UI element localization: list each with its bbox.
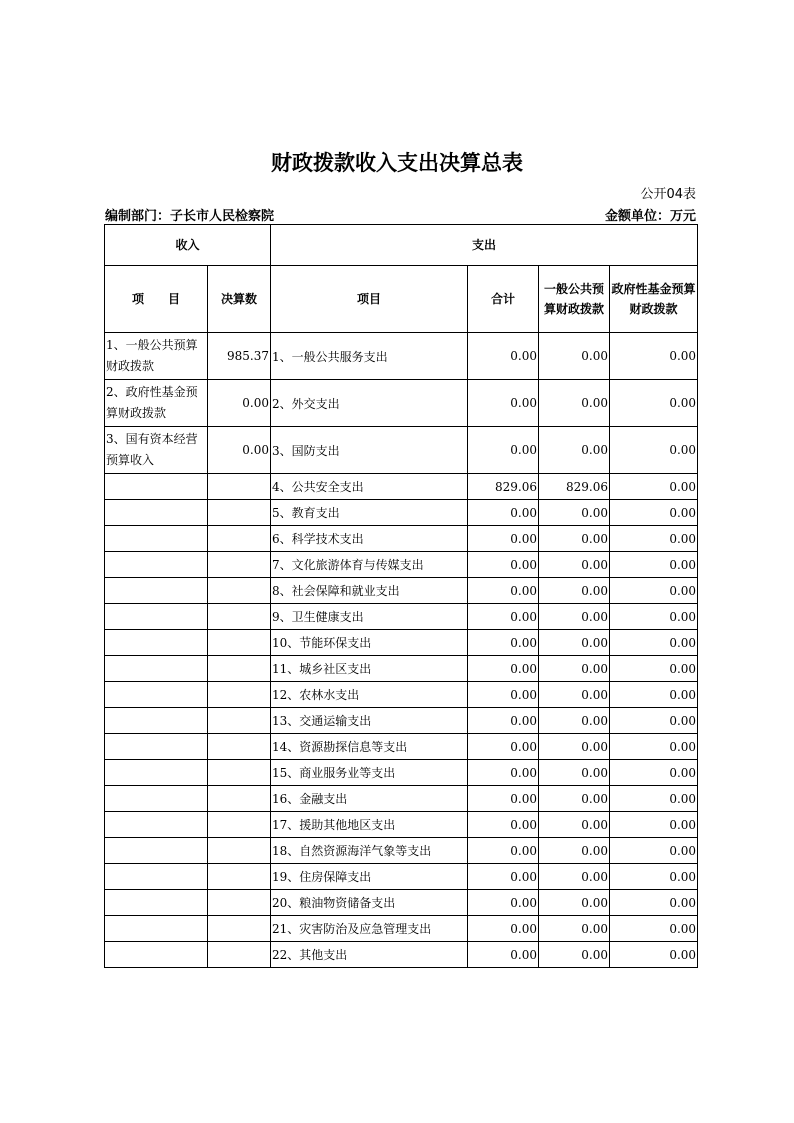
income-amount-cell [208, 708, 271, 734]
expense-item-cell: 3、国防支出 [271, 427, 468, 474]
income-item-cell [105, 890, 208, 916]
header-row-columns [105, 266, 698, 333]
income-amount-cell: 0.00 [208, 427, 271, 474]
budget-table [104, 224, 698, 968]
gov-fund-cell: 0.00 [610, 786, 698, 812]
income-amount-cell [208, 812, 271, 838]
expense-item-cell: 15、商业服务业等支出 [271, 760, 468, 786]
total-cell: 0.00 [468, 604, 539, 630]
gov-fund-cell: 0.00 [610, 890, 698, 916]
general-budget-cell: 0.00 [539, 838, 610, 864]
income-amount-cell [208, 942, 271, 968]
income-item-cell [105, 864, 208, 890]
income-item-cell [105, 552, 208, 578]
table-row [105, 864, 698, 890]
total-cell: 0.00 [468, 427, 539, 474]
gov-fund-header: 政府性基金预算财政拨款 [610, 266, 698, 333]
table-row [105, 734, 698, 760]
gov-fund-cell: 0.00 [610, 380, 698, 427]
income-item-cell: 3、国有资本经营预算收入 [105, 427, 208, 474]
general-budget-cell: 0.00 [539, 916, 610, 942]
income-amount-cell [208, 474, 271, 500]
table-row [105, 630, 698, 656]
income-item-cell [105, 656, 208, 682]
income-amount-cell: 0.00 [208, 380, 271, 427]
gov-fund-cell: 0.00 [610, 760, 698, 786]
income-amount-cell [208, 500, 271, 526]
table-row [105, 526, 698, 552]
table-row [105, 812, 698, 838]
income-amount-cell: 985.37 [208, 333, 271, 380]
general-budget-header: 一般公共预算财政拨款 [539, 266, 610, 333]
income-amount-header: 决算数 [208, 266, 271, 333]
gov-fund-cell: 0.00 [610, 838, 698, 864]
gov-fund-cell: 0.00 [610, 942, 698, 968]
gov-fund-cell: 0.00 [610, 500, 698, 526]
expense-item-cell: 17、援助其他地区支出 [271, 812, 468, 838]
income-item-cell: 2、政府性基金预算财政拨款 [105, 380, 208, 427]
gov-fund-cell: 0.00 [610, 630, 698, 656]
expense-header: 支出 [271, 225, 698, 266]
table-row [105, 578, 698, 604]
income-item-cell [105, 760, 208, 786]
expense-item-cell: 5、教育支出 [271, 500, 468, 526]
table-row [105, 474, 698, 500]
gov-fund-cell: 0.00 [610, 708, 698, 734]
expense-item-cell: 8、社会保障和就业支出 [271, 578, 468, 604]
form-number: 公开04表 [640, 187, 696, 202]
table-row [105, 760, 698, 786]
table-row [105, 838, 698, 864]
income-amount-cell [208, 526, 271, 552]
general-budget-cell: 0.00 [539, 760, 610, 786]
total-cell: 0.00 [468, 552, 539, 578]
general-budget-cell: 0.00 [539, 708, 610, 734]
income-item-cell: 1、一般公共预算财政拨款 [105, 333, 208, 380]
total-cell: 0.00 [468, 838, 539, 864]
gov-fund-cell: 0.00 [610, 526, 698, 552]
expense-item-cell: 22、其他支出 [271, 942, 468, 968]
income-amount-cell [208, 838, 271, 864]
income-item-cell [105, 682, 208, 708]
general-budget-cell: 829.06 [539, 474, 610, 500]
header-row-group [105, 225, 698, 266]
income-item-cell [105, 526, 208, 552]
gov-fund-cell: 0.00 [610, 333, 698, 380]
gov-fund-cell: 0.00 [610, 552, 698, 578]
expense-item-cell: 13、交通运输支出 [271, 708, 468, 734]
general-budget-cell: 0.00 [539, 656, 610, 682]
general-budget-cell: 0.00 [539, 578, 610, 604]
income-amount-cell [208, 760, 271, 786]
total-cell: 0.00 [468, 864, 539, 890]
income-amount-cell [208, 578, 271, 604]
total-cell: 0.00 [468, 380, 539, 427]
table-row [105, 786, 698, 812]
income-item-cell [105, 604, 208, 630]
expense-item-cell: 16、金融支出 [271, 786, 468, 812]
table-row [105, 656, 698, 682]
expense-item-cell: 1、一般公共服务支出 [271, 333, 468, 380]
total-cell: 0.00 [468, 333, 539, 380]
total-cell: 0.00 [468, 682, 539, 708]
gov-fund-cell: 0.00 [610, 474, 698, 500]
expense-item-cell: 6、科学技术支出 [271, 526, 468, 552]
total-cell: 0.00 [468, 916, 539, 942]
income-amount-cell [208, 604, 271, 630]
income-item-cell [105, 474, 208, 500]
total-cell: 0.00 [468, 812, 539, 838]
income-amount-cell [208, 786, 271, 812]
general-budget-cell: 0.00 [539, 604, 610, 630]
gov-fund-cell: 0.00 [610, 578, 698, 604]
total-cell: 829.06 [468, 474, 539, 500]
table-row [105, 552, 698, 578]
income-amount-cell [208, 916, 271, 942]
total-cell: 0.00 [468, 630, 539, 656]
expense-item-cell: 14、资源勘探信息等支出 [271, 734, 468, 760]
general-budget-cell: 0.00 [539, 380, 610, 427]
total-cell: 0.00 [468, 656, 539, 682]
general-budget-cell: 0.00 [539, 427, 610, 474]
table-row [105, 942, 698, 968]
expense-item-header: 项目 [271, 266, 468, 333]
income-item-cell [105, 500, 208, 526]
total-cell: 0.00 [468, 942, 539, 968]
unit-label: 金额单位：万元 [604, 209, 696, 224]
income-item-cell [105, 708, 208, 734]
total-cell: 0.00 [468, 734, 539, 760]
general-budget-cell: 0.00 [539, 734, 610, 760]
general-budget-cell: 0.00 [539, 864, 610, 890]
expense-item-cell: 19、住房保障支出 [271, 864, 468, 890]
total-cell: 0.00 [468, 578, 539, 604]
general-budget-cell: 0.00 [539, 630, 610, 656]
total-cell: 0.00 [468, 890, 539, 916]
general-budget-cell: 0.00 [539, 500, 610, 526]
total-cell: 0.00 [468, 500, 539, 526]
expense-item-cell: 10、节能环保支出 [271, 630, 468, 656]
table-row [105, 380, 698, 427]
total-cell: 0.00 [468, 760, 539, 786]
income-item-cell [105, 734, 208, 760]
gov-fund-cell: 0.00 [610, 682, 698, 708]
table-row [105, 427, 698, 474]
gov-fund-cell: 0.00 [610, 656, 698, 682]
income-amount-cell [208, 734, 271, 760]
income-amount-cell [208, 682, 271, 708]
expense-item-cell: 7、文化旅游体育与传媒支出 [271, 552, 468, 578]
gov-fund-cell: 0.00 [610, 427, 698, 474]
table-row [105, 916, 698, 942]
expense-item-cell: 2、外交支出 [271, 380, 468, 427]
gov-fund-cell: 0.00 [610, 734, 698, 760]
expense-item-cell: 4、公共安全支出 [271, 474, 468, 500]
general-budget-cell: 0.00 [539, 552, 610, 578]
income-amount-cell [208, 656, 271, 682]
expense-item-cell: 20、粮油物资储备支出 [271, 890, 468, 916]
gov-fund-cell: 0.00 [610, 916, 698, 942]
income-header: 收入 [105, 225, 271, 266]
general-budget-cell: 0.00 [539, 682, 610, 708]
gov-fund-cell: 0.00 [610, 864, 698, 890]
table-row [105, 890, 698, 916]
income-item-cell [105, 630, 208, 656]
general-budget-cell: 0.00 [539, 786, 610, 812]
income-item-cell [105, 916, 208, 942]
income-item-cell [105, 812, 208, 838]
income-item-cell [105, 942, 208, 968]
income-item-header: 项 目 [105, 266, 208, 333]
total-cell: 0.00 [468, 786, 539, 812]
income-item-cell [105, 838, 208, 864]
income-amount-cell [208, 864, 271, 890]
general-budget-cell: 0.00 [539, 942, 610, 968]
income-item-cell [105, 578, 208, 604]
general-budget-cell: 0.00 [539, 812, 610, 838]
expense-item-cell: 9、卫生健康支出 [271, 604, 468, 630]
general-budget-cell: 0.00 [539, 890, 610, 916]
income-amount-cell [208, 552, 271, 578]
income-amount-cell [208, 890, 271, 916]
organization-label: 编制部门：子长市人民检察院 [105, 209, 275, 224]
income-item-cell [105, 786, 208, 812]
expense-item-cell: 11、城乡社区支出 [271, 656, 468, 682]
table-row [105, 500, 698, 526]
general-budget-cell: 0.00 [539, 333, 610, 380]
gov-fund-cell: 0.00 [610, 812, 698, 838]
total-cell: 0.00 [468, 708, 539, 734]
expense-item-cell: 21、灾害防治及应急管理支出 [271, 916, 468, 942]
total-cell: 0.00 [468, 526, 539, 552]
total-header: 合计 [468, 266, 539, 333]
page-title: 财政拨款收入支出决算总表 [271, 151, 523, 175]
general-budget-cell: 0.00 [539, 526, 610, 552]
expense-item-cell: 12、农林水支出 [271, 682, 468, 708]
gov-fund-cell: 0.00 [610, 604, 698, 630]
table-row [105, 604, 698, 630]
income-amount-cell [208, 630, 271, 656]
table-row [105, 333, 698, 380]
expense-item-cell: 18、自然资源海洋气象等支出 [271, 838, 468, 864]
table-row [105, 708, 698, 734]
table-row [105, 682, 698, 708]
